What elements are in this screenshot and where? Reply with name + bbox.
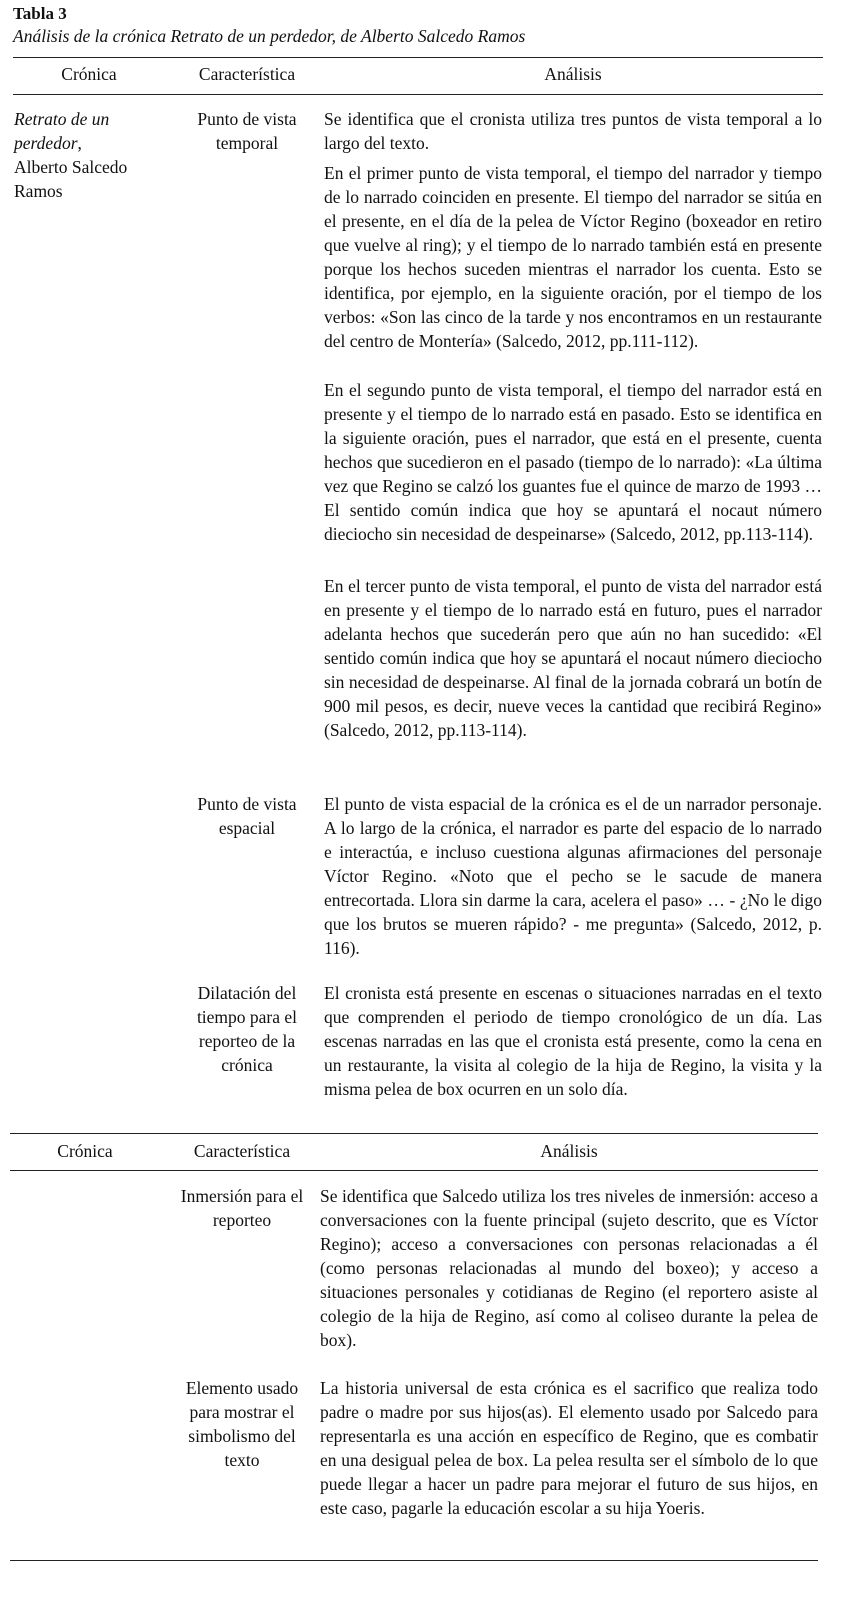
table-bottom-rule xyxy=(10,1560,818,1561)
characteristic-inmersion: Inmersión para el reporteo xyxy=(180,1186,304,1230)
header-analisis: Análisis xyxy=(544,64,602,84)
header-cronica: Crónica xyxy=(61,64,117,84)
characteristic-temporal: Punto de vista temporal xyxy=(197,109,297,153)
cronica-title: Retrato de un perdedor xyxy=(14,109,110,153)
characteristic-simbolismo: Elemento usado para mostrar el simbolismo del texto xyxy=(185,1378,299,1470)
cronica-cell xyxy=(14,107,164,203)
cronica-author: Alberto Salcedo Ramos xyxy=(14,157,128,201)
table-label: Tabla 3 xyxy=(13,4,67,23)
header2-bottom-rule xyxy=(10,1170,818,1171)
analysis-temporal-p2: En el primer punto de vista temporal, el tiempo del narrador y tiempo de lo narrado coinciden en presente. El tiempo del narrador se sitúa en el presente, en el día de la pelea de Víctor Regino (boxeador en retiro que vuelve al ring); y el tiempo de lo narrado también está en presente porque los hechos suceden mientras el narrador los cuenta. Esto se identifica, por ejemplo, en la siguiente oración, por el tiempo de los verbos: «Son las cinco de la tarde y nos encontramos en un restaurante del centro de Montería» (Salcedo, 2012, pp.111-112). xyxy=(324,163,822,351)
header2-analisis: Análisis xyxy=(540,1141,598,1161)
header-top-rule xyxy=(13,57,823,58)
analysis-dilatacion-p1: El cronista está presente en escenas o situaciones narradas en el texto que comprenden el periodo de tiempo cronológico de un día. Las escenas narradas en las que el cronista está presente, como la cena en un restaurante, la visita al colegio de la hija de Regino, la visita y la misma pelea de box ocurren en un solo día. xyxy=(324,983,822,1099)
analysis-temporal-p3: En el segundo punto de vista temporal, el tiempo del narrador está en presente y el tiempo de lo narrado está en pasado. Esto se identifica en la siguiente oración, pues el narrador, que está en el presente, cuenta hechos que sucedieron en el pasado (tiempo de lo narrado): «La última vez que Regino se calzó los guantes fue el quince de marzo de 1993 … El sentido común indica que hoy se apuntará el nocaut número dieciocho sin necesidad de despeinarse» (Salcedo, 2012, pp.113-114). xyxy=(324,380,822,544)
characteristic-dilatacion: Dilatación del tiempo para el reporteo de la crónica xyxy=(196,983,298,1075)
analysis-temporal-p4: En el tercer punto de vista temporal, el punto de vista del narrador está en presente y el tiempo de lo narrado está en futuro, pues el narrador adelanta hechos que sucederán pero que aún no han sucedido: «El sentido común indica que hoy se apuntará el nocaut número dieciocho sin necesidad de despeinarse. Al final de la jornada cobrará un botín de 900 mil pesos, es decir, nueve veces la cantidad que recibirá Regino» (Salcedo, 2012, pp.113-114). xyxy=(324,576,822,740)
header2-cronica: Crónica xyxy=(57,1141,113,1161)
analysis-espacial-p1: El punto de vista espacial de la crónica es el de un narrador personaje. A lo largo de la crónica, el narrador es parte del espacio de lo narrado e interactúa, e incluso cuestiona algunas afirmaciones del personaje Víctor Regino. «Noto que el pecho se le sacude de manera entrecortada. Llora sin darme la cara, acelera el paso» … - ¿No le digo que los brutos se mueren rápido? - me pregunta» (Salcedo, 2012, p. 116). xyxy=(324,794,822,958)
analysis-inmersion-p1: Se identifica que Salcedo utiliza los tres niveles de inmersión: acceso a conversaciones con la fuente principal (sujeto descrito, que es Víctor Regino); acceso a conversaciones con personas relacionadas a él (como personas relacionadas al mundo del boxeo); y acceso a situaciones personales y cotidianas de Regino (el reportero asiste al colegio de la hija de Regino, así como al coliseo durante la pelea de box). xyxy=(320,1186,818,1350)
header-caracteristica: Característica xyxy=(198,64,296,84)
analysis-temporal-p1: Se identifica que el cronista utiliza tres puntos de vista temporal a lo largo del texto. xyxy=(324,109,822,153)
header-bottom-rule xyxy=(13,94,823,95)
header2-caracteristica: Característica xyxy=(193,1141,291,1161)
analysis-simbolismo-p1: La historia universal de esta crónica es el sacrifico que realiza todo padre o madre por sus hijos(as). El elemento usado por Salcedo para representarla es una acción en específico de Regino, que es combatir en una desigual pelea de box. La pelea resulta ser el símbolo de lo que puede llegar a hacer un padre para mejorar el futuro de sus hijos, en este caso, pagarle la educación escolar a su hija Yoeris. xyxy=(320,1378,818,1518)
header2-top-rule xyxy=(10,1133,818,1134)
table-caption: Análisis de la crónica Retrato de un perdedor, de Alberto Salcedo Ramos xyxy=(13,26,526,46)
cronica-comma: , xyxy=(77,133,82,153)
characteristic-espacial: Punto de vista espacial xyxy=(197,794,297,838)
